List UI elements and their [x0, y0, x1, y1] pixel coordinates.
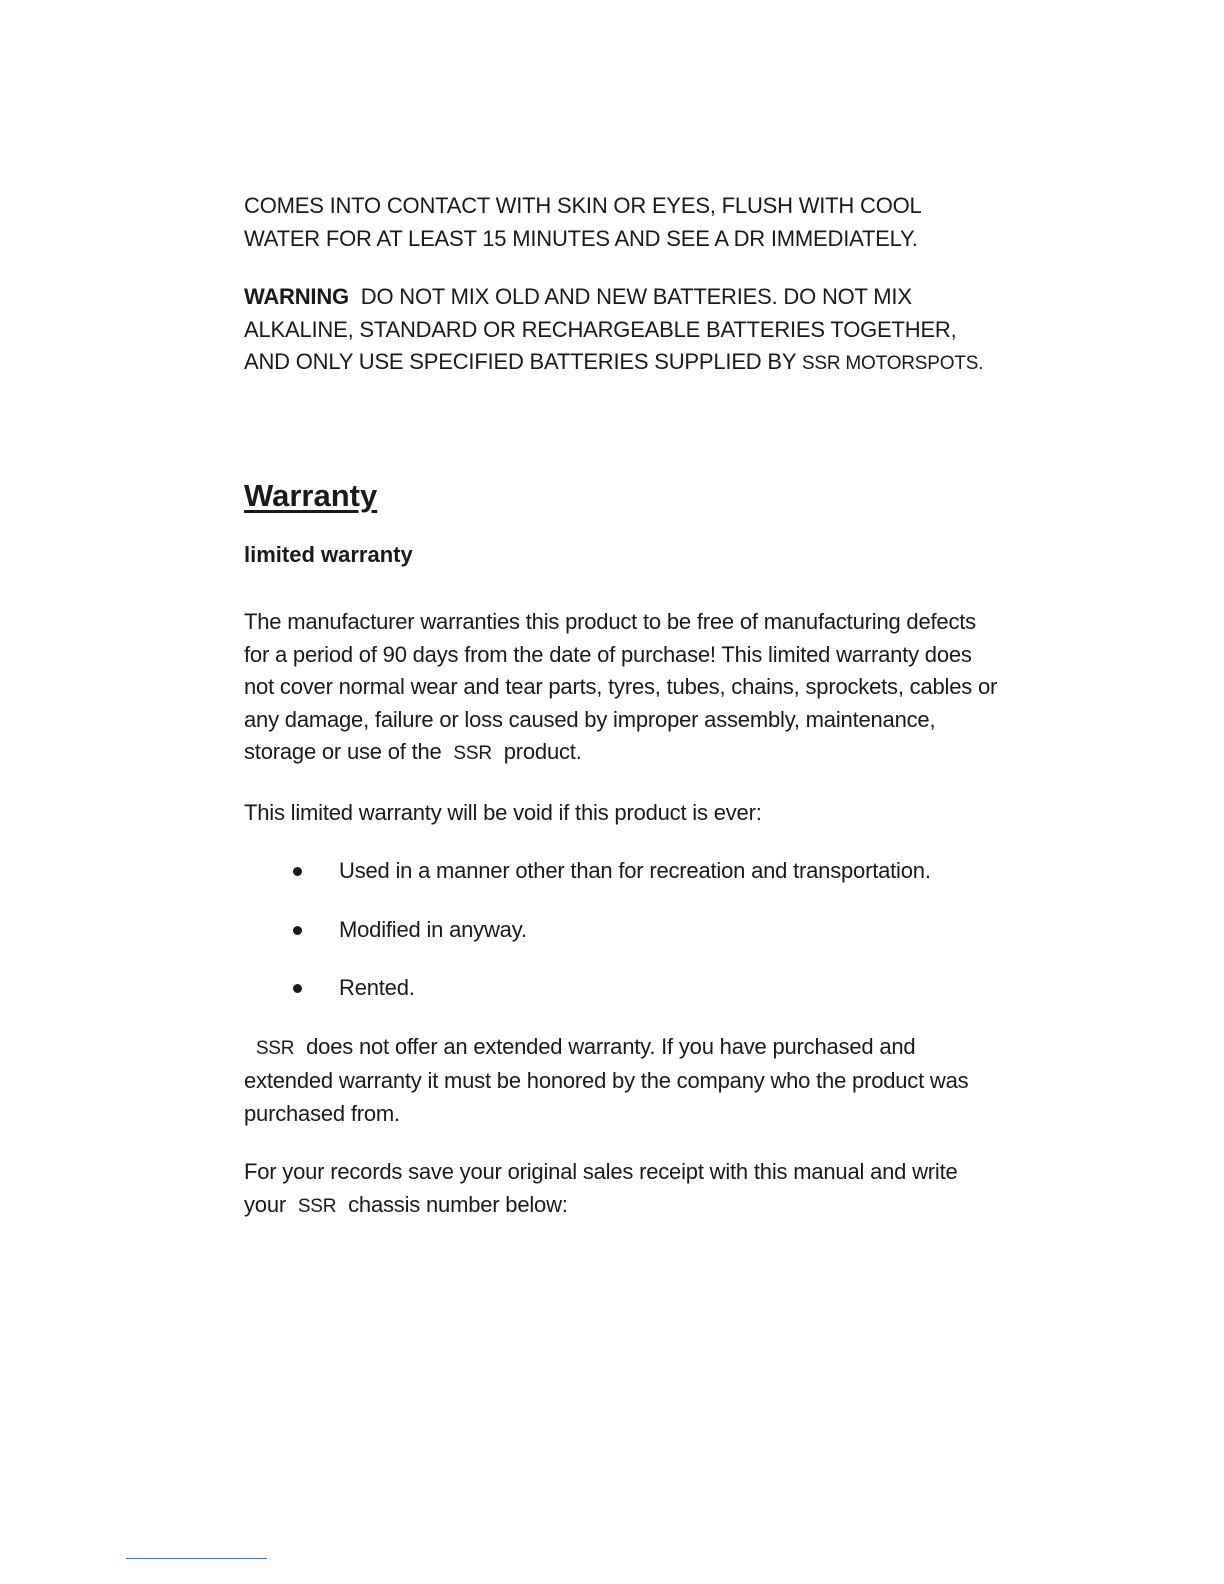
bullet-icon	[293, 984, 302, 993]
footnote-divider	[126, 1558, 267, 1559]
limited-warranty-subheading: limited warranty	[244, 542, 413, 567]
void-intro-paragraph: This limited warranty will be void if this product is ever:	[244, 799, 762, 825]
list-item	[244, 972, 1004, 1005]
warning-paragraph	[244, 281, 1004, 381]
bullet-icon	[293, 867, 302, 876]
coverage-text: The manufacturer warranties this product to be free of manufacturing defects for a period of 90 days from the date of purchase! This limited warranty does not cover normal wear and tear parts, tyres, tubes, chains, sprockets, cables or any damage, failure or loss caused by improper assembly, maintenance, storage or use of the	[244, 609, 998, 764]
records-end: chassis number below:	[348, 1191, 568, 1217]
warning-brand: SSR MOTORSPOTS.	[801, 353, 984, 374]
list-item-text: Used in a manner other than for recreation and transportation.	[339, 858, 931, 883]
warning-line-3: AND ONLY USE SPECIFIED BATTERIES SUPPLIED BY	[244, 349, 796, 374]
list-item-text: Modified in anyway.	[339, 916, 527, 942]
extended-text: does not offer an extended warranty. If you have purchased and extended warranty it must be honored by the company who the product was purchased from.	[244, 1033, 969, 1126]
list-item-text: Rented.	[339, 975, 415, 1000]
extended-warranty-paragraph	[244, 1031, 1004, 1131]
coverage-brand: SSR	[453, 743, 492, 764]
list-item	[244, 855, 1004, 888]
records-paragraph	[244, 1156, 1004, 1223]
records-text: For your records save your original sales receipt with this manual and write your	[244, 1159, 958, 1217]
records-brand: SSR	[297, 1195, 337, 1217]
warranty-body	[244, 606, 1004, 1223]
battery-safety-section	[244, 190, 1004, 381]
extended-brand: SSR	[255, 1037, 295, 1059]
warranty-heading: Warranty	[244, 478, 378, 513]
coverage-end: product.	[503, 739, 582, 764]
void-conditions-list	[244, 855, 1004, 1005]
warning-line-2: ALKALINE, STANDARD OR RECHARGEABLE BATTERIES TOGETHER,	[244, 316, 957, 342]
warning-label: WARNING	[244, 284, 349, 309]
coverage-paragraph	[244, 606, 1004, 771]
caution-line-1: COMES INTO CONTACT WITH SKIN OR EYES, FLUSH WITH COOL	[244, 193, 922, 218]
list-item	[244, 914, 1004, 947]
caution-line-2: WATER FOR AT LEAST 15 MINUTES AND SEE A DR IMMEDIATELY.	[244, 225, 918, 251]
bullet-icon	[293, 926, 302, 935]
caution-paragraph	[244, 190, 1004, 255]
warning-line-1: DO NOT MIX OLD AND NEW BATTERIES. DO NOT MIX	[360, 284, 912, 309]
